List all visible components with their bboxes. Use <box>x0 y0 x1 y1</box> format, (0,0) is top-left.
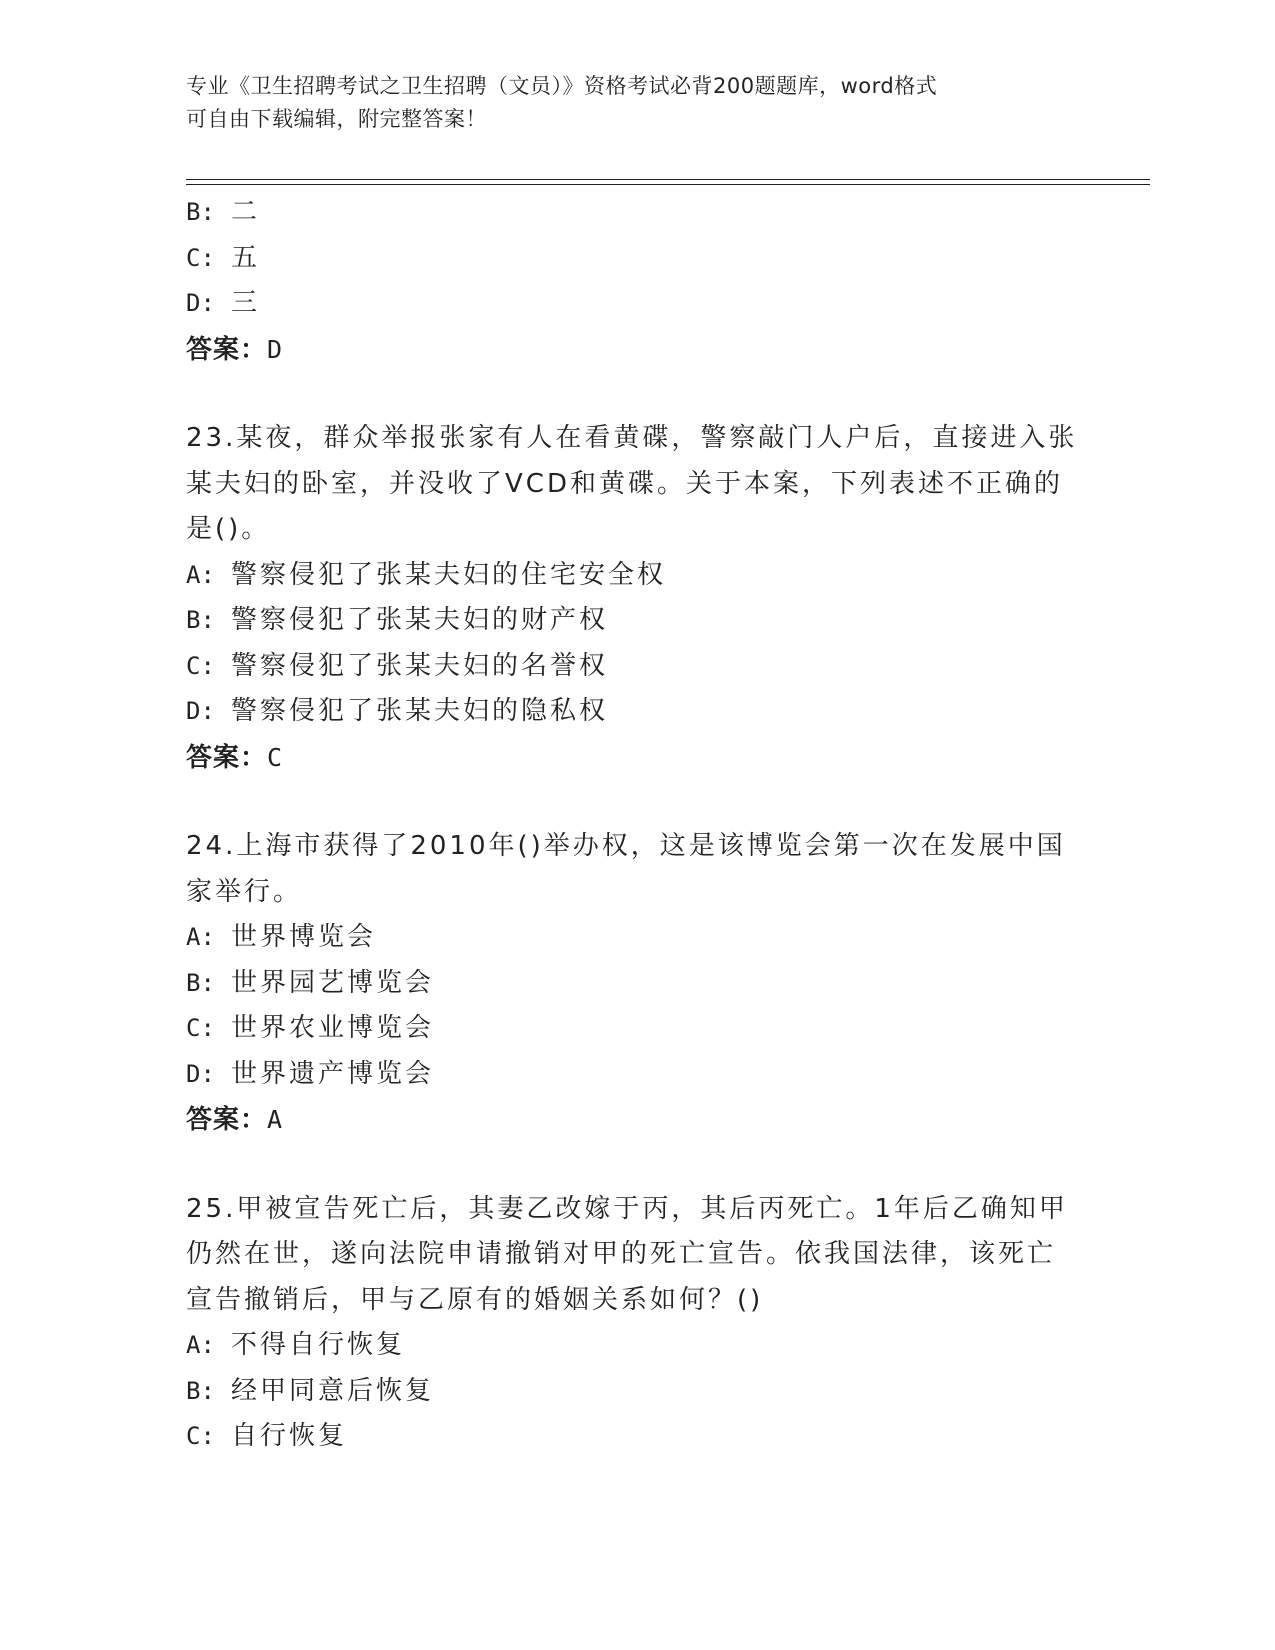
option-text: 五 <box>231 242 261 273</box>
question-24 <box>186 824 1086 1143</box>
option-a <box>186 553 1086 599</box>
option-a <box>186 1323 1086 1369</box>
header-line-1: 专业《卫生招聘考试之卫生招聘（文员）》资格考试必背200题题库，word格式 <box>186 74 938 98</box>
question-23 <box>186 416 1086 780</box>
option-text: 世界博览会 <box>231 922 377 952</box>
answer-label: 答案： <box>186 742 268 773</box>
option-label: A: <box>186 1331 215 1359</box>
option-b <box>186 598 1086 644</box>
option-text: 警察侵犯了张某夫妇的隐私权 <box>231 696 609 726</box>
option-c <box>186 1006 1086 1052</box>
option-c <box>186 236 1086 282</box>
spacer <box>186 1143 1086 1187</box>
answer-value: D <box>267 334 284 364</box>
option-d <box>186 281 1086 327</box>
option-label: B: <box>186 1376 215 1405</box>
answer-value: C <box>267 742 284 772</box>
option-label: B: <box>186 968 215 997</box>
question-text-line: 25.甲被宣告死亡后，其妻乙改嫁于丙，其后丙死亡。1年后乙确知甲 <box>186 1193 1068 1224</box>
question-text-line: 24.上海市获得了2010年()举办权，这是该博览会第一次在发展中国 <box>186 831 1066 861</box>
option-b <box>186 190 1086 236</box>
option-a <box>186 915 1086 961</box>
option-text: 二 <box>231 197 261 227</box>
question-text-line: 是()。 <box>186 514 271 544</box>
document-header <box>186 70 1076 136</box>
option-text: 世界园艺博览会 <box>231 967 435 998</box>
option-b <box>186 961 1086 1007</box>
option-text: 不得自行恢复 <box>231 1330 406 1360</box>
option-label: D: <box>186 289 215 317</box>
question-text-line: 23.某夜，群众举报张家有人在看黄碟，警察敲门人户后，直接进入张 <box>186 423 1078 453</box>
answer-value: A <box>267 1105 284 1134</box>
option-label: C: <box>186 651 215 680</box>
question-25 <box>186 1187 1086 1460</box>
header-line-2: 可自由下载编辑，附完整答案！ <box>186 107 487 131</box>
prev-question-options <box>186 190 1086 372</box>
option-label: B: <box>186 198 215 226</box>
option-label: C: <box>186 243 215 272</box>
option-label: A: <box>186 560 215 589</box>
option-text: 警察侵犯了张某夫妇的名誉权 <box>231 650 609 681</box>
option-text: 自行恢复 <box>231 1421 348 1451</box>
option-text: 三 <box>231 288 261 318</box>
question-text-line: 家举行。 <box>186 876 303 907</box>
answer-line <box>186 1097 1086 1143</box>
spacer <box>186 372 1086 416</box>
option-text: 世界农业博览会 <box>231 1013 435 1043</box>
option-label: D: <box>186 1059 215 1088</box>
option-text: 警察侵犯了张某夫妇的财产权 <box>231 605 609 635</box>
option-c <box>186 644 1086 690</box>
question-text-line: 某夫妇的卧室，并没收了VCD和黄碟。关于本案，下列表述不正确的 <box>186 468 1063 499</box>
option-label: C: <box>186 1422 215 1450</box>
answer-line <box>186 735 1086 781</box>
answer-line <box>186 327 1086 373</box>
option-label: C: <box>186 1014 215 1042</box>
option-text: 世界遗产博览会 <box>231 1058 435 1089</box>
option-label: B: <box>186 606 215 634</box>
header-divider-top <box>186 179 1150 180</box>
option-text: 经甲同意后恢复 <box>231 1375 435 1406</box>
option-d <box>186 1052 1086 1098</box>
option-c <box>186 1414 1086 1460</box>
spacer <box>186 780 1086 824</box>
option-b <box>186 1369 1086 1415</box>
question-text-line: 仍然在世，遂向法院申请撤销对甲的死亡宣告。依我国法律，该死亡 <box>186 1239 1057 1269</box>
question-text-line: 宣告撤销后，甲与乙原有的婚姻关系如何？() <box>186 1284 764 1315</box>
option-label: D: <box>186 697 215 725</box>
answer-label: 答案： <box>186 1105 268 1135</box>
option-label: A: <box>186 923 215 951</box>
option-text: 警察侵犯了张某夫妇的住宅安全权 <box>231 559 667 590</box>
question-list <box>186 190 1086 1460</box>
option-d <box>186 689 1086 735</box>
header-divider-bottom <box>186 184 1150 185</box>
answer-label: 答案： <box>186 334 268 365</box>
